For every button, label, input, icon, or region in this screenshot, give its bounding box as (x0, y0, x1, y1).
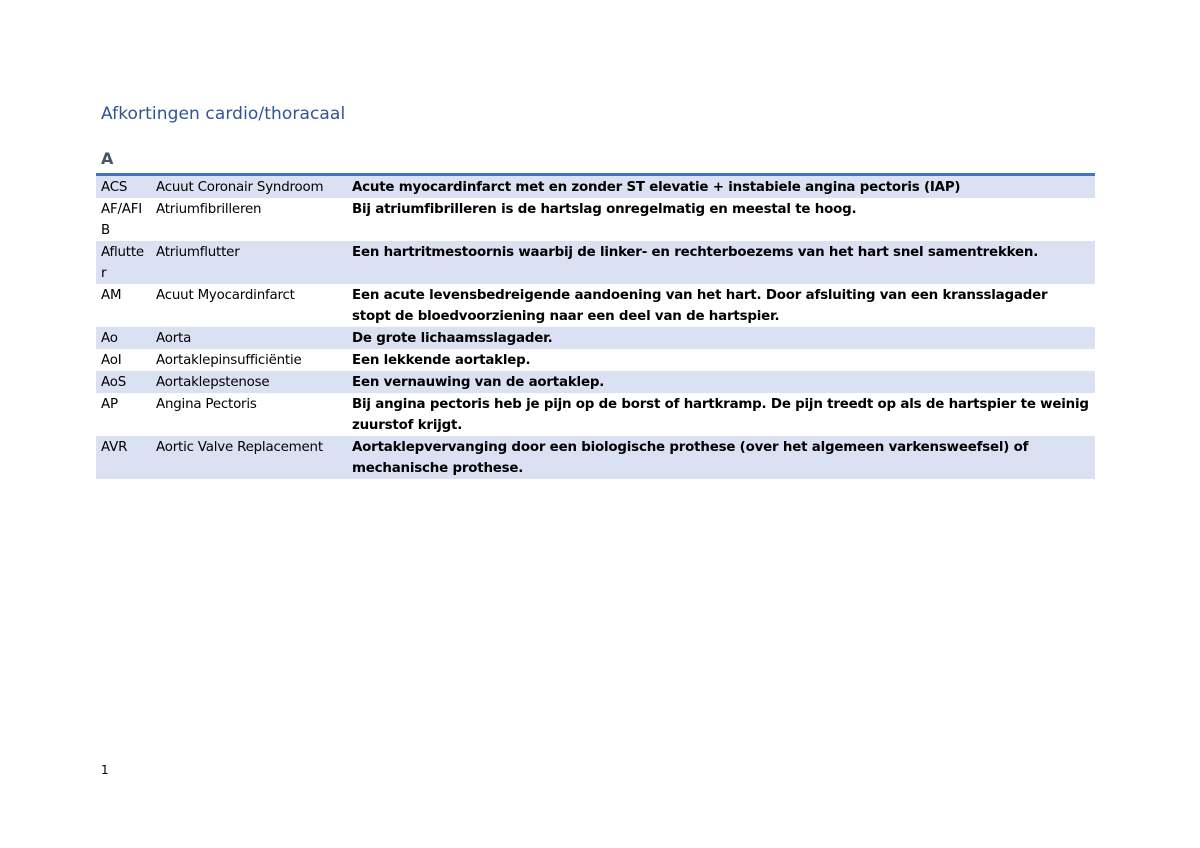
abbreviation-cell: AoS (96, 371, 151, 393)
table-row (96, 284, 1095, 327)
term-cell: Atriumfibrilleren (156, 202, 262, 217)
abbreviation-cell: Aflutter (96, 241, 151, 284)
table-row (96, 241, 1095, 284)
abbreviation-cell: AF/AFIB (101, 202, 142, 238)
abbreviation-cell: Ao (96, 327, 151, 349)
description-cell: De grote lichaamsslagader. (347, 327, 1095, 349)
abbreviation-cell: AM (101, 288, 122, 303)
description-cell: Aortaklepvervanging door een biologische prothese (over het algemeen varkensweefsel) of mechanische prothese. (347, 436, 1095, 479)
term-cell: Aortaklepstenose (151, 371, 347, 393)
page-title: Afkortingen cardio/thoracaal (101, 104, 346, 124)
description-cell: Acute myocardinfarct met en zonder ST elevatie + instabiele angina pectoris (IAP) (347, 175, 1095, 199)
term-cell: Aorta (151, 327, 347, 349)
description-cell: Bij atriumfibrilleren is de hartslag onregelmatig en meestal te hoog. (352, 202, 857, 217)
description-cell: Een acute levensbedreigende aandoening van het hart. Door afsluiting van een kransslagader stopt de bloedvoorziening naar een deel van de hartspier. (352, 288, 1048, 324)
description-cell: Een vernauwing van de aortaklep. (347, 371, 1095, 393)
abbreviation-cell: ACS (96, 175, 151, 199)
section-letter: A (101, 149, 114, 168)
term-cell: Atriumflutter (151, 241, 347, 284)
description-cell: Een lekkende aortaklep. (352, 353, 531, 368)
page-number: 1 (101, 763, 109, 777)
term-cell: Aortaklepinsufficiëntie (156, 353, 302, 368)
abbreviation-cell: AP (101, 397, 118, 412)
table-row (96, 349, 1095, 371)
abbreviation-cell: AoI (101, 353, 122, 368)
description-cell: Bij angina pectoris heb je pijn op de borst of hartkramp. De pijn treedt op als de hartspier te weinig zuurstof krijgt. (352, 397, 1089, 433)
term-cell: Angina Pectoris (156, 397, 257, 412)
table-row (96, 371, 1095, 393)
term-cell: Aortic Valve Replacement (151, 436, 347, 479)
table-row (96, 393, 1095, 436)
table-row (96, 327, 1095, 349)
term-cell: Acuut Myocardinfarct (156, 288, 295, 303)
table-row (96, 198, 1095, 241)
table-row (96, 175, 1095, 199)
table-row (96, 436, 1095, 479)
description-cell: Een hartritmestoornis waarbij de linker- en rechterboezems van het hart snel samentrekken. (347, 241, 1095, 284)
abbreviation-cell: AVR (96, 436, 151, 479)
term-cell: Acuut Coronair Syndroom (151, 175, 347, 199)
abbreviations-table (96, 173, 1095, 479)
